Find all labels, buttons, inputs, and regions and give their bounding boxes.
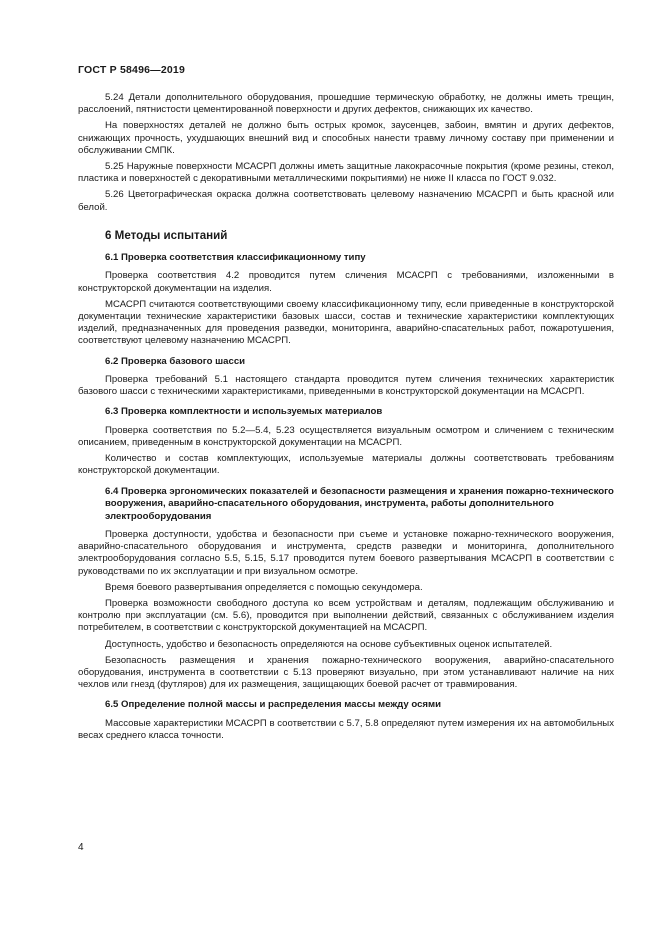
paragraph: 5.25 Наружные поверхности МСАСРП должны иметь защитные лакокрасочные покрытия (кроме резины, стекол, пластика и поверхностей с декоративными металлическими покрытиями) не ниже II класса по ГОСТ 9.032. <box>78 161 614 185</box>
paragraph: Время боевого развертывания определяется с помощью секундомера. <box>105 581 423 593</box>
paragraph: МСАСРП считаются соответствующими своему классификационному типу, если приведенные в конструкторской документации технические характеристики базовых шасси, состав и технические характеристики комплектующих изделий, предназначенных для проведения разведки, мониторинга, аварийно-спасательных работ, пожаротушения, соответствуют целевому назначению МСАСРП. <box>78 298 614 347</box>
paragraph: Проверка доступности, удобства и безопасности при съеме и установке пожарно-технического вооружения, аварийно-спасательного оборудования и инструмента, средств разведки и мониторинга, дополнительного электрооборудования согласно 5.5, 5.15, 5.17 проводится путем боевого развертывания МСАСРП в соответствии с руководствами по их эксплуатации и при визуальном осмотре. <box>78 528 614 577</box>
paragraph: Количество и состав комплектующих, используемые материалы должны соответствовать требованиям конструкторской документации. <box>78 453 614 477</box>
subsection-heading: 6.5 Определение полной массы и распределения массы между осями <box>105 699 442 711</box>
page-body <box>78 92 614 742</box>
paragraph: Безопасность размещения и хранения пожарно-технического вооружения, аварийно-спасательного оборудования, инструмента в соответствии с 5.13 проверяют визуально, при этом устанавливают наличие на них чехлов или гнезд (футляров) для их размещения, защищающих боевой расчет от травмирования. <box>78 654 614 691</box>
subsection-heading: 6.2 Проверка базового шасси <box>105 355 246 367</box>
subsection-heading: 6.3 Проверка комплектности и используемых материалов <box>105 406 383 418</box>
paragraph: Проверка возможности свободного доступа ко всем устройствам и деталям, подлежащим обслуживанию и контролю при эксплуатации (см. 5.6), проводится при выполнении действий, связанных с обслуживанием изделия потребителем, в соответствии с конструкторской документацией на МСАСРП. <box>78 597 614 634</box>
paragraph: 5.26 Цветографическая окраска должна соответствовать целевому назначению МСАСРП и быть красной или белой. <box>78 189 614 213</box>
paragraph: Проверка соответствия 4.2 проводится путем сличения МСАСРП с требованиями, изложенными в конструкторской документации на изделия. <box>78 270 614 294</box>
subsection-heading: 6.1 Проверка соответствия классификационному типу <box>105 252 366 264</box>
document-header: ГОСТ Р 58496—2019 <box>78 64 186 76</box>
page-number: 4 <box>78 842 84 853</box>
paragraph: Проверка соответствия по 5.2—5.4, 5.23 осуществляется визуальным осмотром и сличением с техническим описанием, приведенным в конструкторской документации на МСАСРП. <box>78 424 614 449</box>
section-heading: 6 Методы испытаний <box>105 228 228 242</box>
paragraph: Проверка требований 5.1 настоящего стандарта проводится путем сличения технических характеристик базового шасси с техническими характеристиками, приведенными в конструкторской документации на МСАСРП. <box>78 374 614 398</box>
paragraph: Доступность, удобство и безопасность определяются на основе субъективных оценок испытателей. <box>105 638 553 650</box>
subsection-heading: 6.4 Проверка эргономических показателей и безопасности размещения и хранения пожарно-технического вооружения, аварийно-спасательного оборудования, инструмента, работы дополнительного электрооборудования <box>105 485 614 522</box>
paragraph: 5.24 Детали дополнительного оборудования, прошедшие термическую обработку, не должны иметь трещин, расслоений, пятнистости цементированной поверхности и других дефектов, снижающих их качество. <box>78 92 614 116</box>
paragraph: Массовые характеристики МСАСРП в соответствии с 5.7, 5.8 определяют путем измерения их на автомобильных весах среднего класса точности. <box>78 717 614 741</box>
paragraph: На поверхностях деталей не должно быть острых кромок, заусенцев, забоин, вмятин и других дефектов, снижающих прочность, ухудшающих внешний вид и способных нанести травму личному составу при применении и обслуживании СМПК. <box>78 120 614 156</box>
